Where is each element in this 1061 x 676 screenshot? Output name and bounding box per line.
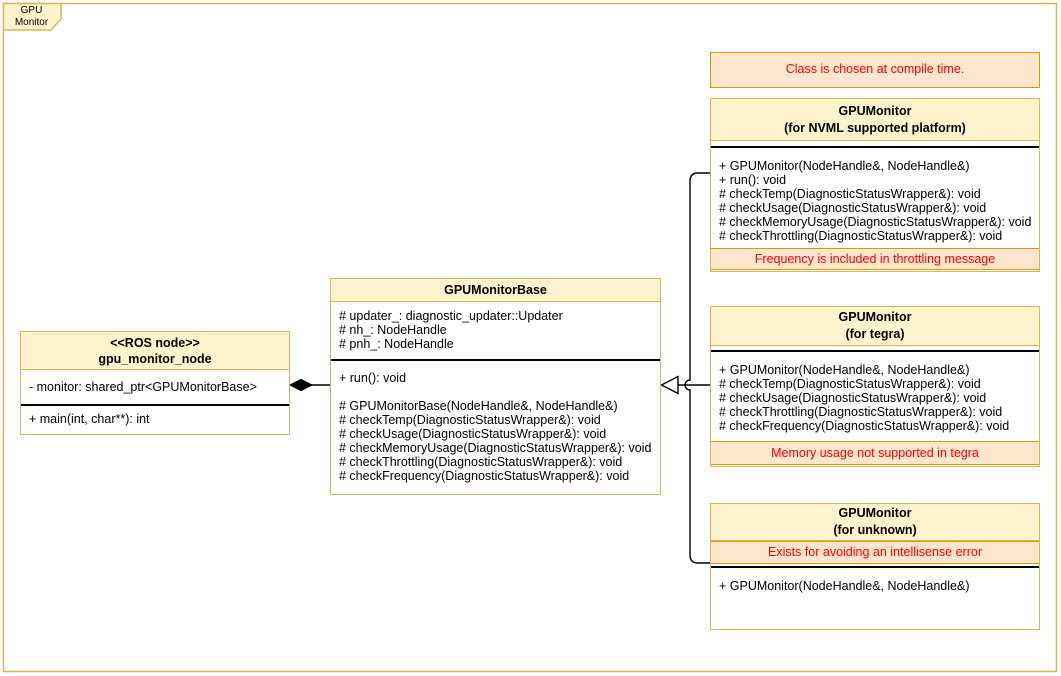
member-line: # nh_: NodeHandle [339, 323, 447, 337]
member-line: + GPUMonitor(NodeHandle&, NodeHandle&) [719, 159, 970, 173]
frame-title [3, 5, 60, 29]
class-gpumonitor-unknown [710, 503, 1040, 630]
member-line: # checkMemoryUsage(DiagnosticStatusWrapper&): void [339, 441, 652, 455]
class-header [711, 99, 1039, 141]
member-line: # checkUsage(DiagnosticStatusWrapper&): void [719, 391, 987, 405]
class-gpumonitor-tegra [710, 306, 1040, 467]
member-line: # pnh_: NodeHandle [339, 337, 454, 351]
member-line: + run(): void [719, 173, 787, 187]
class-header [711, 504, 1039, 541]
class-header [711, 307, 1039, 346]
member-line: # checkThrottling(DiagnosticStatusWrapper&): void [339, 455, 623, 469]
methods-section [331, 359, 660, 493]
member-line: # checkMemoryUsage(DiagnosticStatusWrapper&): void [719, 215, 1032, 229]
methods-section [711, 350, 1039, 441]
inheritance-trunk-line [685, 173, 710, 563]
member-line: # checkFrequency(DiagnosticStatusWrapper&): void [339, 469, 630, 483]
note-memory-not-supported: Memory usage not supported in tegra [711, 441, 1039, 465]
member-line: # GPUMonitorBase(NodeHandle&, NodeHandle&) [339, 399, 618, 413]
member-line: # checkFrequency(DiagnosticStatusWrapper&): void [719, 419, 1010, 433]
class-platform: (for NVML supported platform) [784, 121, 966, 135]
class-name: GPUMonitor [838, 104, 912, 118]
class-header [21, 332, 289, 370]
class-stereotype: <<ROS node>> [110, 336, 200, 350]
member-line: # updater_: diagnostic_updater::Updater [339, 309, 563, 323]
frame-title-line1: GPU [20, 5, 43, 16]
inheritance-triangle-icon [662, 377, 679, 394]
class-gpu-monitor-node [20, 331, 290, 435]
member-line: - monitor: shared_ptr<GPUMonitorBase> [29, 380, 257, 394]
note-class-chosen-at-compile-time: Class is chosen at compile time. [710, 52, 1040, 88]
member-line: + run(): void [339, 371, 407, 385]
class-gpumonitorbase [330, 278, 661, 495]
class-header: GPUMonitorBase [331, 279, 660, 302]
frame-title-line2: Monitor [14, 17, 49, 28]
member-line: + GPUMonitor(NodeHandle&, NodeHandle&) [719, 363, 970, 377]
note-frequency-throttling: Frequency is included in throttling message [711, 248, 1039, 270]
composition-diamond-icon [290, 379, 312, 390]
class-platform: (for tegra) [845, 327, 905, 341]
class-name: gpu_monitor_node [98, 352, 212, 366]
member-line: # checkThrottling(DiagnosticStatusWrapper&): void [719, 405, 1003, 419]
member-line: # checkUsage(DiagnosticStatusWrapper&): void [719, 201, 987, 215]
class-platform: (for unknown) [833, 523, 917, 537]
methods-section [21, 404, 289, 433]
member-line: # checkTemp(DiagnosticStatusWrapper&): void [339, 413, 601, 427]
member-line: # checkThrottling(DiagnosticStatusWrapper&): void [719, 229, 1003, 243]
member-line: + main(int, char**): int [29, 412, 150, 426]
methods-section [711, 146, 1039, 248]
class-name: GPUMonitor [838, 310, 912, 324]
class-name: GPUMonitor [838, 506, 912, 520]
attributes-section [331, 302, 660, 359]
attributes-section [21, 370, 289, 404]
member-line: # checkTemp(DiagnosticStatusWrapper&): void [719, 187, 981, 201]
member-line: + GPUMonitor(NodeHandle&, NodeHandle&) [719, 579, 970, 593]
methods-section [711, 566, 1039, 628]
class-gpumonitor-nvml [710, 98, 1040, 272]
member-line [339, 385, 652, 399]
member-line: # checkUsage(DiagnosticStatusWrapper&): void [339, 427, 607, 441]
member-line: # checkTemp(DiagnosticStatusWrapper&): void [719, 377, 981, 391]
note-intellisense-error: Exists for avoiding an intellisense error [711, 541, 1039, 564]
